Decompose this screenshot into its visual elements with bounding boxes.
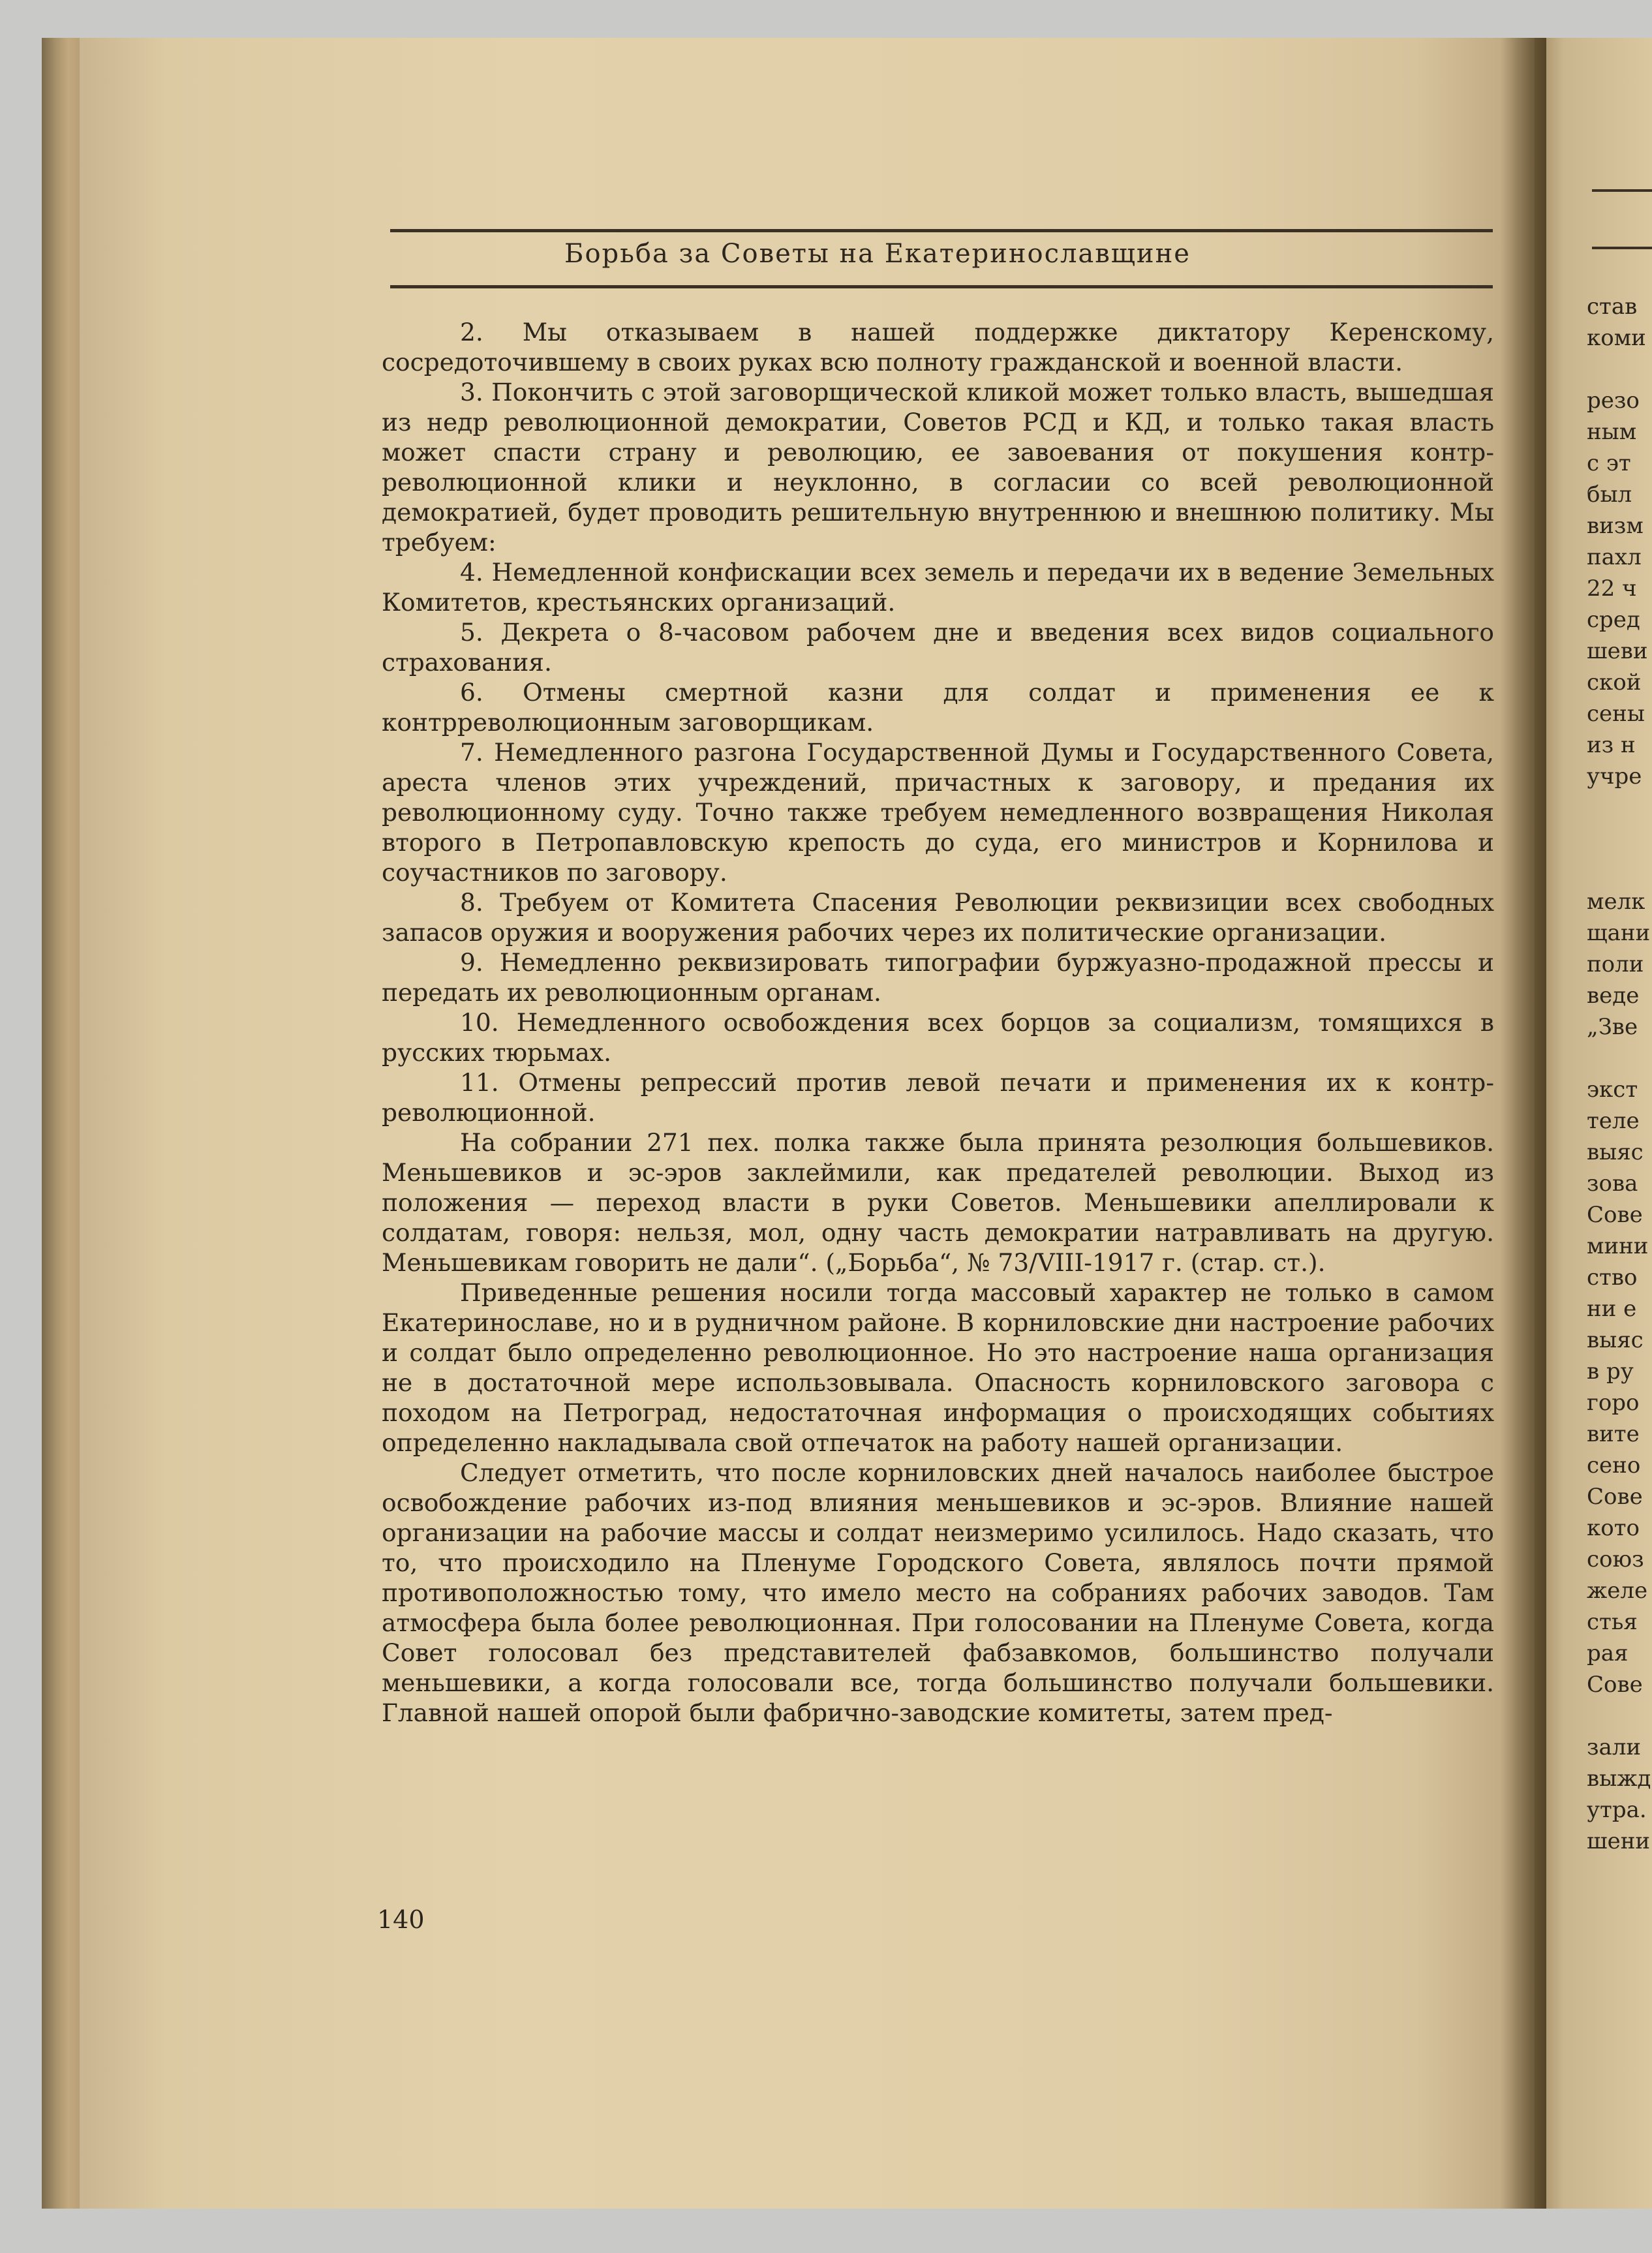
- next-page-fragment: Сове: [1587, 1672, 1643, 1698]
- next-page-fragment: ской: [1587, 669, 1642, 696]
- body-text: [382, 317, 1494, 1728]
- next-page-fragment: кото: [1587, 1515, 1640, 1541]
- next-page-fragment: став: [1587, 294, 1638, 320]
- next-page-rule-top: [1592, 189, 1652, 192]
- next-page-fragment: щани: [1587, 920, 1651, 946]
- next-page-fragment: вите: [1587, 1421, 1640, 1447]
- next-page-fragment: выжд: [1587, 1766, 1651, 1792]
- next-page-fragment: рая: [1587, 1640, 1629, 1666]
- next-page-fragment: сред: [1587, 607, 1640, 633]
- next-page-fragment: мелк: [1587, 889, 1645, 915]
- next-page-fragment: 22 ч: [1587, 575, 1637, 602]
- next-page-fragment: коми: [1587, 325, 1646, 351]
- next-page-fragment: учре: [1587, 763, 1642, 789]
- next-page-fragment: союз: [1587, 1546, 1644, 1572]
- paragraph: 5. Декрета о 8-часовом рабочем дне и введения всех видов социального страхования.: [382, 618, 1494, 677]
- next-page-fragment: ни е: [1587, 1296, 1637, 1322]
- next-page-fragment: резо: [1587, 388, 1640, 414]
- next-page-fragment: теле: [1587, 1108, 1640, 1134]
- next-page-fragment: ство: [1587, 1264, 1638, 1291]
- next-page-fragment: шени: [1587, 1828, 1651, 1854]
- header-rule-top: [390, 229, 1493, 232]
- next-page-fragment: ным: [1587, 419, 1637, 445]
- next-page-fragment: был: [1587, 482, 1632, 508]
- paragraph: 7. Немедленного разгона Государственной Думы и Государственного Совета, ареста членов этих учреждений, причастных к заговору, и предания их революционному суду. Точно также требуем немедленного возвращения Николая второго в Петропавловскую крепость до суда, его министров и Корнилова и соучастников по заговору.: [382, 738, 1494, 887]
- next-page-fragment: утра.: [1587, 1797, 1647, 1823]
- page-number: 140: [377, 1905, 425, 1934]
- page-edge: [42, 38, 80, 2209]
- paragraph: 10. Немедленного освобождения всех борцов за социализм, томящихся в русских тюрьмах.: [382, 1008, 1494, 1067]
- next-page-fragment: шеви: [1587, 638, 1648, 664]
- next-page-fragment: стья: [1587, 1609, 1638, 1635]
- paragraph: 11. Отмены репрессий против левой печати и применения их к контр-революционной.: [382, 1068, 1494, 1127]
- paragraph: 8. Требуем от Комитета Спасения Революции реквизиции всех свободных запасов оружия и вооружения рабочих через их политические организации.: [382, 888, 1494, 947]
- paragraph: 2. Мы отказываем в нашей поддержке диктатору Керенскому, сосредоточившему в своих руках всю полноту гражданской и военной власти.: [382, 318, 1494, 376]
- gutter-shadow: [1501, 38, 1546, 2209]
- next-page-fragment: зова: [1587, 1171, 1638, 1197]
- next-page-fragment: веде: [1587, 983, 1640, 1009]
- next-page-fragment: выяс: [1587, 1139, 1644, 1165]
- next-page-fragment: горо: [1587, 1390, 1640, 1416]
- paragraph: 9. Немедленно реквизировать типографии буржуазно-продажной прессы и передать их революционным органам.: [382, 948, 1494, 1007]
- next-page-fragment: с эт: [1587, 450, 1631, 476]
- next-page-fragment: в ру: [1587, 1358, 1634, 1385]
- next-page-fragment: поли: [1587, 951, 1644, 977]
- next-page-fragment: „Зве: [1587, 1014, 1638, 1040]
- running-head: Борьба за Советы на Екатеринославщине: [564, 239, 1191, 269]
- next-page-fragment: желе: [1587, 1578, 1648, 1604]
- next-page-fragment: выяс: [1587, 1327, 1644, 1353]
- next-page-fragment: Сове: [1587, 1484, 1643, 1510]
- next-page-fragment: сены: [1587, 701, 1645, 727]
- header-rule-bottom: [390, 285, 1493, 288]
- next-page-fragment: экст: [1587, 1077, 1638, 1103]
- next-page-rule-bottom: [1592, 247, 1652, 249]
- next-page-fragment: Сове: [1587, 1202, 1643, 1228]
- next-page-fragment: мини: [1587, 1233, 1649, 1259]
- paragraph: Приведенные решения носили тогда массовый характер не только в самом Екатеринославе, но и в рудничном районе. В корниловские дни настроение рабочих и солдат было определенно революционное. Но это настроение наша организация не в достаточной мере использовывала. Опасность корниловского заговора с походом на Петроград, недостаточная информация о происходящих событиях определенно накладывала свой отпечаток на работу нашей организации.: [382, 1278, 1494, 1457]
- next-page-fragment: пахл: [1587, 544, 1642, 570]
- paragraph: На собрании 271 пех. полка также была принята резолюция большевиков. Меньшевиков и эс-эров заклеймили, как предателей революции. Выход из положения — переход власти в руки Советов. Меньшевики апеллировали к солдатам, говоря: нельзя, мол, одну часть демократии натравливать на другую. Меньшевикам говорить не дали“. („Борьба“, № 73/VIII-1917 г. (стар. ст.).: [382, 1128, 1494, 1277]
- next-page-fragment: зали: [1587, 1734, 1642, 1760]
- paragraph: 3. Покончить с этой заговорщической кликой может только власть, вышедшая из недр революционной демократии, Советов РСД и КД, и только такая власть может спасти страну и революцию, ее завоевания от покушения контр-революционной клики и неуклонно, в согласии со всей революционной демократией, будет проводить решительную внутреннюю и внешнюю политику. Мы требуем:: [382, 378, 1494, 557]
- next-page-fragment: сено: [1587, 1452, 1641, 1479]
- next-page-fragment: визм: [1587, 513, 1644, 539]
- paragraph: 6. Отмены смертной казни для солдат и применения ее к контрреволюционным заговорщикам.: [382, 678, 1494, 737]
- paragraph: 4. Немедленной конфискации всех земель и передачи их в ведение Земельных Комитетов, крестьянских организаций.: [382, 558, 1494, 617]
- next-page-fragment: из н: [1587, 732, 1636, 758]
- paragraph: Следует отметить, что после корниловских дней началось наиболее быстрое освобождение рабочих из-под влияния меньшевиков и эс-эров. Влияние нашей организации на рабочие массы и солдат неизмеримо усилилось. Надо сказать, что то, что происходило на Пленуме Городского Совета, являлось почти прямой противоположностью тому, что имело место на собраниях рабочих заводов. Там атмосфера была более революционная. При голосовании на Пленуме Совета, когда Совет голосовал без представителей фабзавкомов, большинство получали меньшевики, а когда голосовали все, тогда большинство получали большевики. Главной нашей опорой были фабрично-заводские комитеты, затем пред-: [382, 1458, 1494, 1727]
